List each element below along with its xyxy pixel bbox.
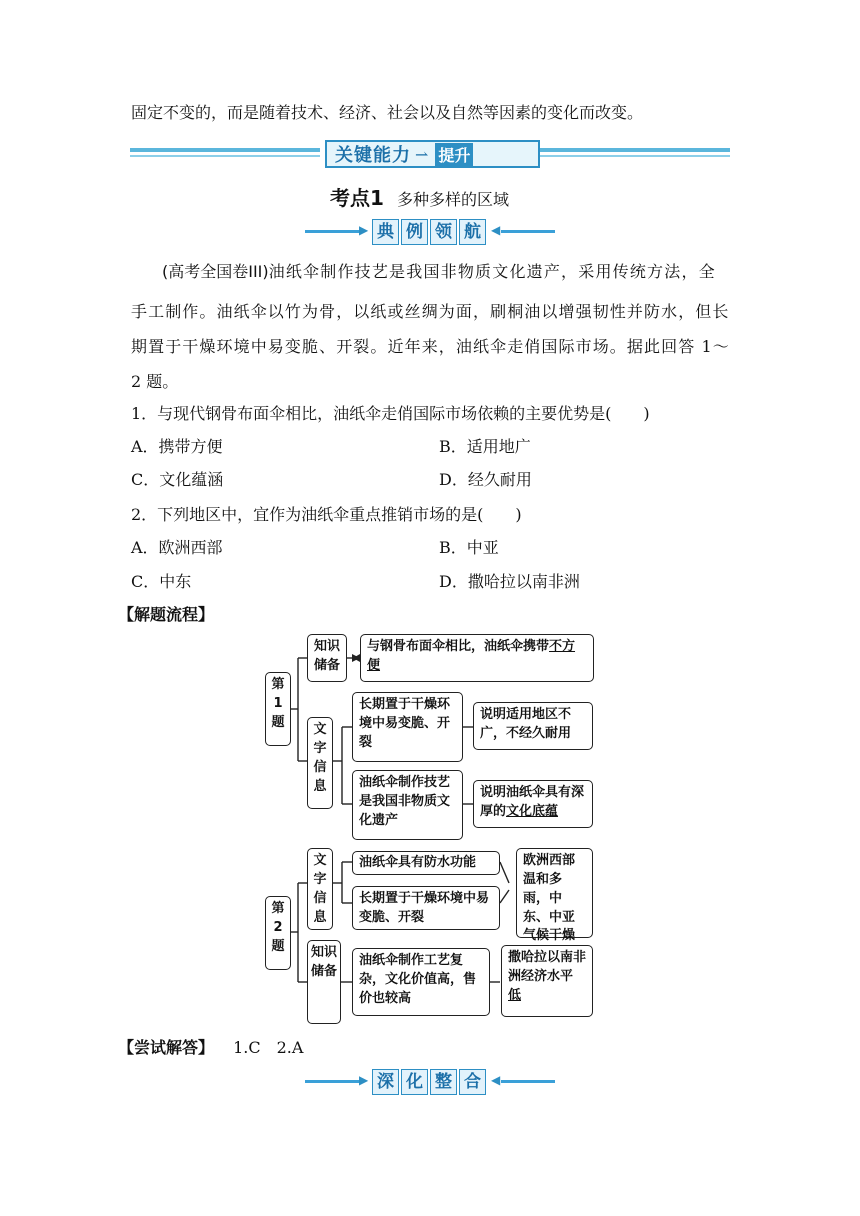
arrow-right-icon: ⇀: [415, 144, 429, 164]
source-tag: (高考全国卷III): [162, 262, 269, 281]
arrow-right-icon: ▶: [359, 223, 369, 237]
banner-char: 领: [430, 219, 457, 245]
q2-text-box-1: 油纸伞具有防水功能: [352, 851, 500, 875]
q1-option-b: B．适用地广: [439, 437, 531, 456]
q2-label-box: 第2题: [265, 896, 291, 970]
q1-text-box-2: 油纸伞制作技艺是我国非物质文化遗产: [352, 770, 463, 840]
answer-heading: 【尝试解答】: [118, 1038, 215, 1057]
arrow-left-icon: ◀: [491, 1073, 501, 1087]
answer-line: [118, 1038, 303, 1057]
q1-option-a: A．携带方便: [131, 437, 223, 456]
q2-option-a: A．欧洲西部: [131, 538, 223, 557]
answer-text: 1.C 2.A: [233, 1038, 304, 1057]
q2-text-tag: 文字信息: [307, 848, 333, 930]
deepen-banner: [305, 1069, 555, 1095]
passage-text: 油纸伞制作技艺是我国非物质文化遗产，采用传统方法，全: [268, 262, 716, 281]
q1-text-box-1: 长期置于干燥环境中易变脆、开裂: [352, 692, 463, 762]
q1-result-box-2: 说明油纸伞具有深厚的文化底蕴: [473, 780, 593, 828]
banner-char: 例: [401, 219, 428, 245]
passage-line-3: 期置于干燥环境中易变脆、开裂。近年来，油纸伞走俏国际市场。据此回答 1～: [131, 337, 730, 356]
q2-option-c: C．中东: [131, 572, 192, 591]
banner-char: 典: [372, 219, 399, 245]
arrow-right-icon: ▶: [359, 1073, 369, 1087]
intro-line: 固定不变的，而是随着技术、经济、社会以及自然等因素的变化而改变。: [131, 103, 644, 122]
passage-line-2: 手工制作。油纸伞以竹为骨，以纸或丝绸为面，刷桐油以增强韧性并防水，但长: [131, 302, 730, 321]
q2-stem: 2．下列地区中，宜作为油纸伞重点推销市场的是( ): [131, 505, 522, 524]
process-heading: 【解题流程】: [118, 605, 215, 624]
q2-knowledge-tag: 知识储备: [307, 940, 341, 1024]
topic-title: 多种多样的区域: [397, 190, 510, 209]
banner-char: 合: [459, 1069, 486, 1095]
q2-result-box-2: 撒哈拉以南非洲经济水平低: [501, 945, 593, 1017]
q1-text-tag: 文字信息: [307, 717, 333, 809]
q1-option-d: D．经久耐用: [439, 470, 532, 489]
q2-result-box-1: 欧洲西部温和多雨，中东、中亚气候干燥: [516, 848, 593, 938]
passage-line-4: 2 题。: [131, 372, 179, 391]
q1-label-box: 第1题: [265, 672, 291, 746]
arrow-left-icon: ◀: [491, 223, 501, 237]
q2-option-d: D．撒哈拉以南非洲: [439, 572, 580, 591]
q2-knowledge-box: 油纸伞制作工艺复杂，文化价值高，售价也较高: [352, 948, 490, 1016]
q2-option-b: B．中亚: [439, 538, 499, 557]
q2-text-box-2: 长期置于干燥环境中易变脆、开裂: [352, 886, 500, 930]
banner-char: 化: [401, 1069, 428, 1095]
topic-number: 考点1: [330, 186, 384, 210]
q1-knowledge-tag: 知识储备: [307, 634, 347, 682]
banner-char: 深: [372, 1069, 399, 1095]
q1-stem: 1．与现代钢骨布面伞相比，油纸伞走俏国际市场依赖的主要优势是( ): [131, 404, 650, 423]
banner-label: 关键能力: [335, 145, 411, 166]
q1-knowledge-box: 与钢骨布面伞相比，油纸伞携带不方便: [360, 634, 594, 682]
banner-chip: 提升: [435, 143, 473, 166]
banner-char: 航: [459, 219, 486, 245]
q1-option-c: C．文化蕴涵: [131, 470, 224, 489]
q1-result-box-1: 说明适用地区不广，不经久耐用: [473, 702, 593, 750]
banner-char: 整: [430, 1069, 457, 1095]
